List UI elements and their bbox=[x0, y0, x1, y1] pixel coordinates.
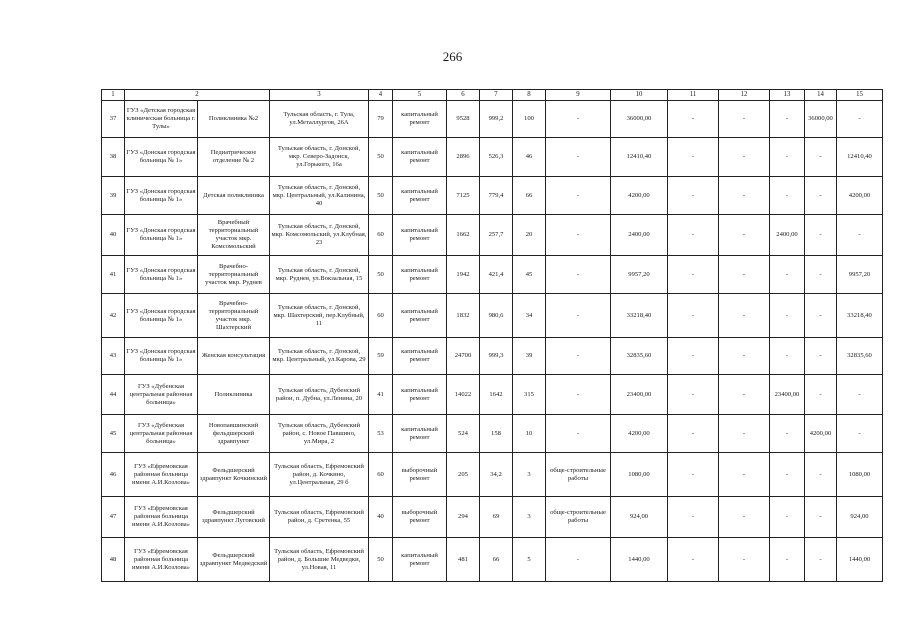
table-cell: 20 bbox=[513, 215, 546, 256]
data-table bbox=[101, 89, 883, 582]
table-cell: - bbox=[668, 453, 719, 497]
table-cell: капитальный ремонт bbox=[393, 375, 447, 415]
header-cell: 12 bbox=[719, 90, 770, 101]
table-cell: Фельдшерский здравпункт Луговский bbox=[198, 497, 270, 538]
table-cell: - bbox=[805, 177, 837, 215]
table-cell: 9957,20 bbox=[837, 256, 883, 294]
table-cell: Врачебно-территориальный участок мкр. Шахтерский bbox=[198, 294, 270, 338]
table-cell: - bbox=[668, 375, 719, 415]
header-cell: 6 bbox=[447, 90, 480, 101]
header-cell: 11 bbox=[668, 90, 719, 101]
table-cell: 69 bbox=[480, 497, 513, 538]
table-cell: 1440,00 bbox=[837, 538, 883, 582]
table-cell: - bbox=[668, 538, 719, 582]
table-cell: 1080,00 bbox=[611, 453, 668, 497]
table-cell: капитальный ремонт bbox=[393, 101, 447, 138]
table-cell: 1832 bbox=[447, 294, 480, 338]
table-cell: Новопавшинский фельдшерский здравпункт bbox=[198, 415, 270, 453]
table-cell: 524 bbox=[447, 415, 480, 453]
table-cell: 53 bbox=[369, 415, 393, 453]
table-cell: - bbox=[805, 215, 837, 256]
table-cell: Фельдшерский здравпункт Кочкинский bbox=[198, 453, 270, 497]
table-cell: - bbox=[546, 101, 611, 138]
table-cell: Поликлиника bbox=[198, 375, 270, 415]
table-cell: - bbox=[719, 497, 770, 538]
table-cell: - bbox=[668, 101, 719, 138]
table-cell: - bbox=[546, 538, 611, 582]
table-cell: - bbox=[770, 177, 805, 215]
table-cell: 1440,00 bbox=[611, 538, 668, 582]
table-cell: 924,00 bbox=[611, 497, 668, 538]
table-cell: Фельдшерский здравпункт Медведский bbox=[198, 538, 270, 582]
table-cell: 34 bbox=[513, 294, 546, 338]
table-cell: капитальный ремонт bbox=[393, 538, 447, 582]
table-cell: 36000,00 bbox=[805, 101, 837, 138]
table-cell: ГУЗ «Дубенская центральная районная больница» bbox=[125, 375, 198, 415]
table-cell: 9528 bbox=[447, 101, 480, 138]
table-cell: 36000,00 bbox=[611, 101, 668, 138]
header-cell: 2 bbox=[125, 90, 270, 101]
table-cell: 44 bbox=[102, 375, 125, 415]
table-cell: капитальный ремонт bbox=[393, 294, 447, 338]
table-cell: Женская консультация bbox=[198, 338, 270, 375]
table-cell: - bbox=[805, 453, 837, 497]
table-cell: капитальный ремонт bbox=[393, 138, 447, 177]
table-cell: 47 bbox=[102, 497, 125, 538]
table-cell: 42 bbox=[102, 294, 125, 338]
header-row bbox=[102, 90, 883, 101]
table-cell: - bbox=[668, 338, 719, 375]
table-cell: 43 bbox=[102, 338, 125, 375]
table-cell: 46 bbox=[102, 453, 125, 497]
table-cell: 24700 bbox=[447, 338, 480, 375]
table-cell: выборочный ремонт bbox=[393, 497, 447, 538]
table-cell: - bbox=[546, 375, 611, 415]
table-cell: - bbox=[719, 338, 770, 375]
table-cell: 1642 bbox=[480, 375, 513, 415]
table-cell: 37 bbox=[102, 101, 125, 138]
table-cell: 50 bbox=[369, 177, 393, 215]
table-cell: Тульская область, г. Донской, мкр. Руднев, ул.Вокзальная, 15 bbox=[270, 256, 369, 294]
table-cell: - bbox=[719, 294, 770, 338]
table-cell: ГУЗ «Ефремовская районная больница имени А.И.Козлова» bbox=[125, 538, 198, 582]
table-cell: 481 bbox=[447, 538, 480, 582]
table-cell: 48 bbox=[102, 538, 125, 582]
table-cell: ГУЗ «Ефремовская районная больница имени А.И.Козлова» bbox=[125, 497, 198, 538]
table-cell: ГУЗ «Донская городская больница № 1» bbox=[125, 338, 198, 375]
table-cell: - bbox=[546, 215, 611, 256]
table-cell: - bbox=[805, 138, 837, 177]
table-cell: 79 bbox=[369, 101, 393, 138]
table-cell: 2896 bbox=[447, 138, 480, 177]
table-cell: ГУЗ «Донская городская больница № 1» bbox=[125, 256, 198, 294]
table-cell: - bbox=[719, 453, 770, 497]
table-cell: - bbox=[546, 415, 611, 453]
table-cell: 45 bbox=[102, 415, 125, 453]
table-cell: ГУЗ «Детская городская клиническая больница г. Тулы» bbox=[125, 101, 198, 138]
table-cell: 1662 bbox=[447, 215, 480, 256]
table-row bbox=[102, 138, 883, 177]
table-cell: - bbox=[668, 415, 719, 453]
table-cell: - bbox=[668, 497, 719, 538]
table-cell: - bbox=[837, 375, 883, 415]
header-cell: 7 bbox=[480, 90, 513, 101]
table-cell: - bbox=[837, 101, 883, 138]
table-cell: капитальный ремонт bbox=[393, 338, 447, 375]
table-cell: 205 bbox=[447, 453, 480, 497]
table-cell: - bbox=[546, 256, 611, 294]
table-cell: 34,2 bbox=[480, 453, 513, 497]
table-cell: - bbox=[668, 256, 719, 294]
table-cell: 4200,00 bbox=[805, 415, 837, 453]
table-cell: - bbox=[805, 497, 837, 538]
table-cell: - bbox=[668, 177, 719, 215]
table-cell: Тульская область, Ефремовский район, д. Сретенка, 55 bbox=[270, 497, 369, 538]
table-cell: ГУЗ «Дубенская центральная районная больница» bbox=[125, 415, 198, 453]
table-row bbox=[102, 375, 883, 415]
table-cell: 39 bbox=[102, 177, 125, 215]
table-cell: 421,4 bbox=[480, 256, 513, 294]
table-cell: 4200,00 bbox=[611, 177, 668, 215]
table-cell: Тульская область, г. Донской, мкр. Северо-Задонск, ул.Горького, 16а bbox=[270, 138, 369, 177]
table-row bbox=[102, 177, 883, 215]
table-cell: - bbox=[546, 294, 611, 338]
table-cell: 3 bbox=[513, 497, 546, 538]
table-cell: 315 bbox=[513, 375, 546, 415]
table-cell: 66 bbox=[513, 177, 546, 215]
table-cell: 40 bbox=[102, 215, 125, 256]
table-cell: 7125 bbox=[447, 177, 480, 215]
header-cell: 1 bbox=[102, 90, 125, 101]
table-cell: 1080,00 bbox=[837, 453, 883, 497]
header-cell: 14 bbox=[805, 90, 837, 101]
table-cell: 50 bbox=[369, 138, 393, 177]
table-cell: - bbox=[719, 538, 770, 582]
table-cell: 294 bbox=[447, 497, 480, 538]
table-cell: ГУЗ «Донская городская больница № 1» bbox=[125, 177, 198, 215]
table-cell: - bbox=[805, 375, 837, 415]
table-cell: - bbox=[770, 415, 805, 453]
table-cell: ГУЗ «Донская городская больница № 1» bbox=[125, 215, 198, 256]
table-cell: 5 bbox=[513, 538, 546, 582]
header-cell: 15 bbox=[837, 90, 883, 101]
header-cell: 13 bbox=[770, 90, 805, 101]
header-cell: 3 bbox=[270, 90, 369, 101]
table-cell: 980,6 bbox=[480, 294, 513, 338]
table-cell: 32835,60 bbox=[837, 338, 883, 375]
table-cell: 999,2 bbox=[480, 101, 513, 138]
table-cell: обще-строительные работы bbox=[546, 453, 611, 497]
table-cell: - bbox=[668, 215, 719, 256]
table-cell: 924,00 bbox=[837, 497, 883, 538]
table-cell: Врачебно-территориальный участок мкр. Руднев bbox=[198, 256, 270, 294]
table-cell: 9957,20 bbox=[611, 256, 668, 294]
table-cell: - bbox=[719, 375, 770, 415]
table-row bbox=[102, 538, 883, 582]
table-cell: Тульская область, г. Донской, мкр. Центральный, ул.Карова, 29 bbox=[270, 338, 369, 375]
table-cell: - bbox=[837, 415, 883, 453]
table-cell: - bbox=[805, 294, 837, 338]
header-cell: 5 bbox=[393, 90, 447, 101]
table-cell: Тульская область, Ефремовский район, д. Большие Медведки, ул.Новая, 11 bbox=[270, 538, 369, 582]
table-cell: 50 bbox=[369, 256, 393, 294]
table-cell: 33218,40 bbox=[837, 294, 883, 338]
table-cell: Тульская область, г. Донской, мкр. Центральный, ул.Калинина, 40 bbox=[270, 177, 369, 215]
table-cell: - bbox=[770, 338, 805, 375]
table-cell: 4200,00 bbox=[611, 415, 668, 453]
table-cell: Тульская область, Дубенский район, п. Дубна, ул.Ленина, 20 bbox=[270, 375, 369, 415]
table-row bbox=[102, 453, 883, 497]
table-cell: - bbox=[546, 138, 611, 177]
table-cell: 39 bbox=[513, 338, 546, 375]
table-cell: - bbox=[805, 338, 837, 375]
table-cell: - bbox=[546, 177, 611, 215]
table-cell: - bbox=[770, 294, 805, 338]
table-cell: 4200,00 bbox=[837, 177, 883, 215]
table-cell: 999,3 bbox=[480, 338, 513, 375]
table-cell: капитальный ремонт bbox=[393, 256, 447, 294]
table-cell: 23400,00 bbox=[611, 375, 668, 415]
table-row bbox=[102, 256, 883, 294]
header-cell: 4 bbox=[369, 90, 393, 101]
table-cell: 14022 bbox=[447, 375, 480, 415]
table-cell: 50 bbox=[369, 538, 393, 582]
table-cell: 257,7 bbox=[480, 215, 513, 256]
table-cell: 2400,00 bbox=[611, 215, 668, 256]
table-cell: 32835,60 bbox=[611, 338, 668, 375]
table-cell: обще-строительные работы bbox=[546, 497, 611, 538]
table-cell: Тульская область, Ефремовский район, д. Кочкино, ул.Центральная, 29 б bbox=[270, 453, 369, 497]
table-cell: - bbox=[719, 177, 770, 215]
table-cell: - bbox=[719, 101, 770, 138]
table-cell: - bbox=[770, 256, 805, 294]
table-cell: Врачебный территориальный участок мкр. Комсомольский bbox=[198, 215, 270, 256]
table-cell: капитальный ремонт bbox=[393, 177, 447, 215]
table-cell: - bbox=[719, 215, 770, 256]
table-cell: - bbox=[837, 215, 883, 256]
table-row bbox=[102, 497, 883, 538]
table-cell: 40 bbox=[369, 497, 393, 538]
table-cell: - bbox=[719, 415, 770, 453]
table-cell: 12410,40 bbox=[611, 138, 668, 177]
table-cell: 12410,40 bbox=[837, 138, 883, 177]
table-cell: - bbox=[546, 338, 611, 375]
table-cell: 1942 bbox=[447, 256, 480, 294]
table-cell: 10 bbox=[513, 415, 546, 453]
table-row bbox=[102, 294, 883, 338]
table-cell: - bbox=[770, 538, 805, 582]
table-cell: - bbox=[770, 453, 805, 497]
table-cell: 46 bbox=[513, 138, 546, 177]
table-cell: 526,3 bbox=[480, 138, 513, 177]
table-cell: ГУЗ «Донская городская больница № 1» bbox=[125, 294, 198, 338]
table-cell: Поликлиника №2 bbox=[198, 101, 270, 138]
header-cell: 8 bbox=[513, 90, 546, 101]
table-cell: Детская поликлиника bbox=[198, 177, 270, 215]
table-row bbox=[102, 101, 883, 138]
table-cell: 60 bbox=[369, 215, 393, 256]
table-cell: - bbox=[805, 538, 837, 582]
table-cell: 158 bbox=[480, 415, 513, 453]
table-cell: - bbox=[770, 497, 805, 538]
table-cell: 33218,40 bbox=[611, 294, 668, 338]
table-cell: - bbox=[668, 294, 719, 338]
table-cell: Тульская область, Дубенский район, с. Новое Павшино, ул.Мира, 2 bbox=[270, 415, 369, 453]
table-row bbox=[102, 215, 883, 256]
table-cell: 60 bbox=[369, 294, 393, 338]
table-cell: 45 bbox=[513, 256, 546, 294]
table-cell: - bbox=[719, 138, 770, 177]
table-cell: капитальный ремонт bbox=[393, 415, 447, 453]
table-cell: 23400,00 bbox=[770, 375, 805, 415]
table-cell: капитальный ремонт bbox=[393, 215, 447, 256]
table-cell: 41 bbox=[369, 375, 393, 415]
table-cell: - bbox=[770, 101, 805, 138]
table-cell: 38 bbox=[102, 138, 125, 177]
table-cell: 41 bbox=[102, 256, 125, 294]
table-cell: 100 bbox=[513, 101, 546, 138]
header-cell: 9 bbox=[546, 90, 611, 101]
table-cell: ГУЗ «Ефремовская районная больница имени А.И.Козлова» bbox=[125, 453, 198, 497]
table-cell: Педиатрическое отделение № 2 bbox=[198, 138, 270, 177]
table-row bbox=[102, 415, 883, 453]
table-cell: 60 bbox=[369, 453, 393, 497]
table-row bbox=[102, 338, 883, 375]
table-cell: 59 bbox=[369, 338, 393, 375]
header-cell: 10 bbox=[611, 90, 668, 101]
table-cell: - bbox=[719, 256, 770, 294]
table-cell: 3 bbox=[513, 453, 546, 497]
table-cell: Тульская область, г. Донской, мкр. Шахтерский, пер.Клубный, 11 bbox=[270, 294, 369, 338]
table-cell: - bbox=[770, 138, 805, 177]
table-cell: - bbox=[668, 138, 719, 177]
table-cell: Тульская область, г. Донской, мкр. Комсомольский, ул.Клубная, 23 bbox=[270, 215, 369, 256]
table-cell: Тульская область, г. Тула, ул.Металлургов, 26А bbox=[270, 101, 369, 138]
table-cell: выборочный ремонт bbox=[393, 453, 447, 497]
page-number: 266 bbox=[442, 49, 463, 64]
table-cell: ГУЗ «Донская городская больница № 1» bbox=[125, 138, 198, 177]
table-cell: - bbox=[805, 256, 837, 294]
table-cell: 66 bbox=[480, 538, 513, 582]
table-cell: 2400,00 bbox=[770, 215, 805, 256]
table-cell: 779,4 bbox=[480, 177, 513, 215]
